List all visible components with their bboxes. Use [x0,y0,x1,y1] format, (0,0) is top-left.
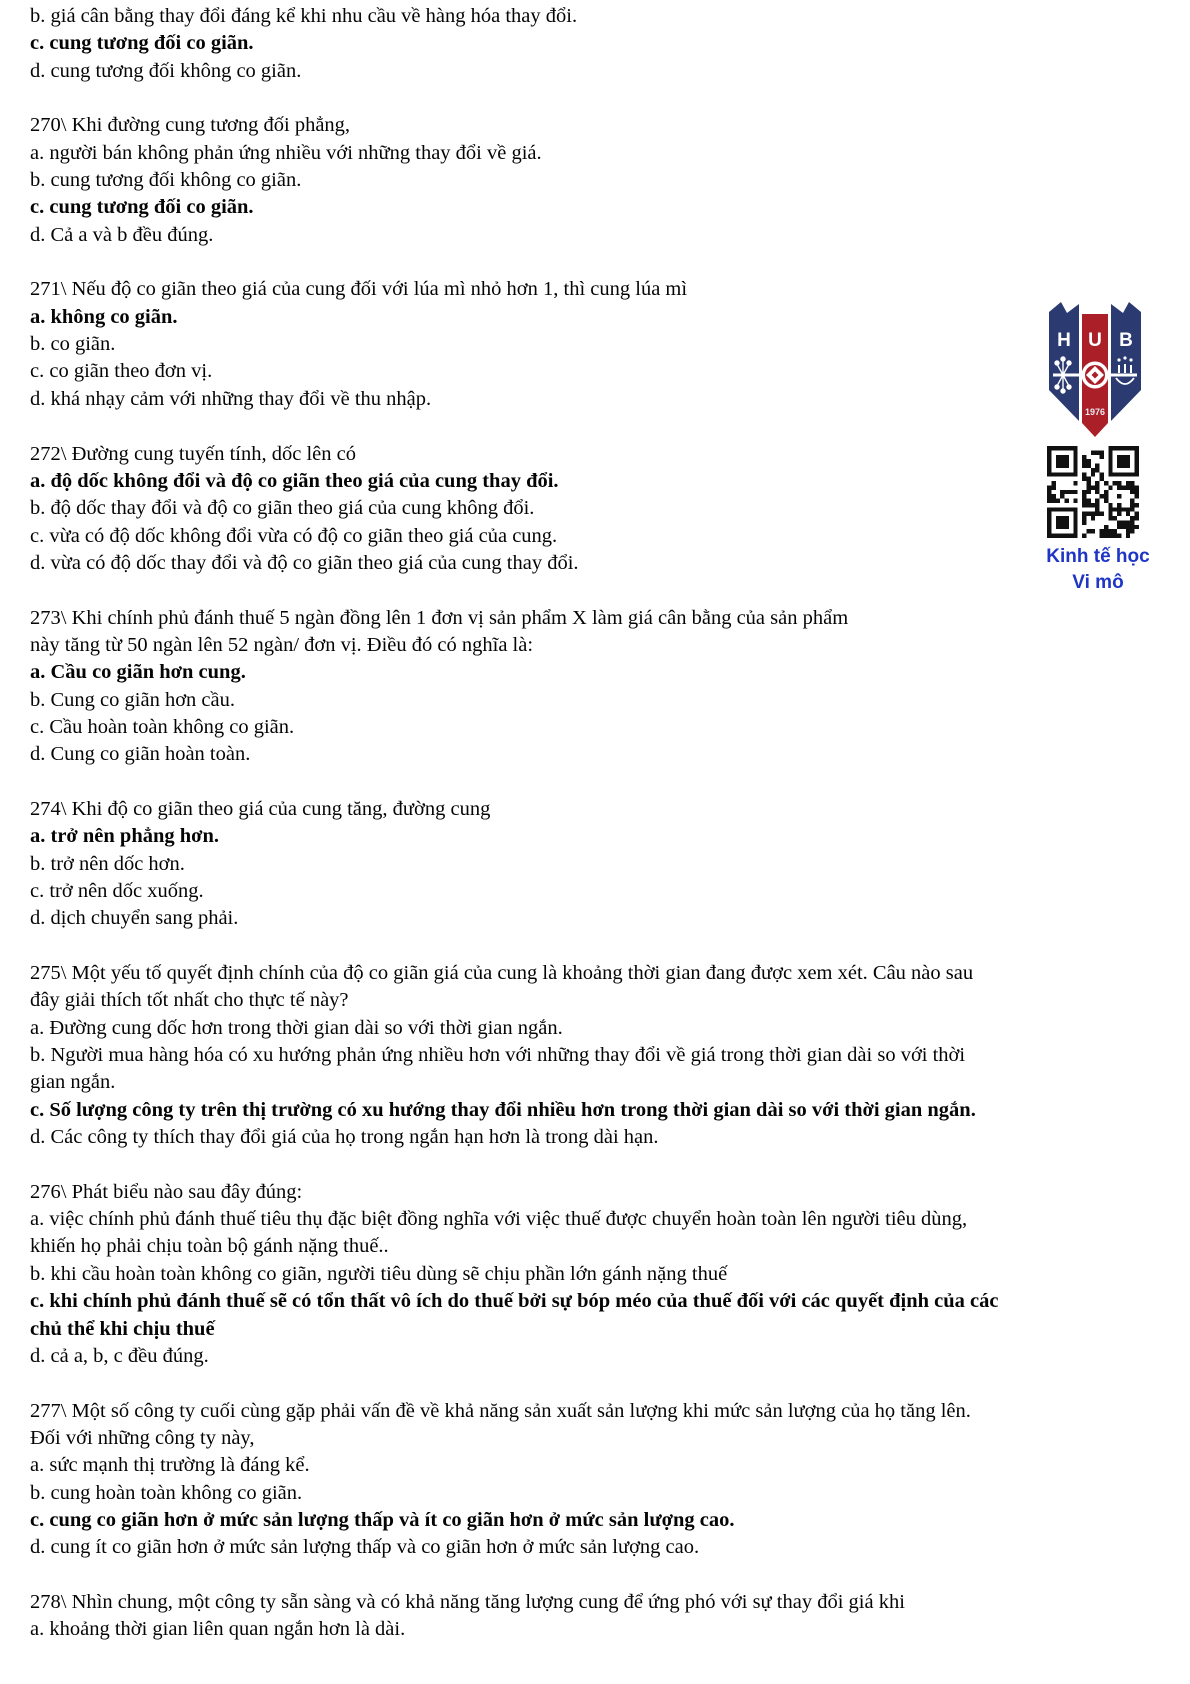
qr-pattern-icon [1047,446,1139,538]
qr-caption-line1: Kinh tế học [1046,546,1150,567]
q271-spacer [30,413,1160,440]
q270-spacer [30,249,1160,276]
q273-line-2: a. Cầu co giãn hơn cung. [30,661,246,684]
q273-spacer [30,769,1160,796]
q277-line-1: Đối với những công ty này, [30,1426,255,1449]
q277-line-2: a. sức mạnh thị trường là đáng kể. [30,1454,310,1477]
q273-line-0: 273\ Khi chính phủ đánh thuế 5 ngàn đồng lên 1 đơn vị sản phẩm X làm giá cân bằng của sản phẩm [30,606,849,629]
q276-line-0: 276\ Phát biểu nào sau đây đúng: [30,1180,303,1203]
q272-line-3: c. vừa có độ dốc không đổi vừa có độ co giãn theo giá của cung. [30,524,558,547]
q270-line-3: c. cung tương đối co giãn. [30,196,254,219]
q271-line-0: 271\ Nếu độ co giãn theo giá của cung đối với lúa mì nhỏ hơn 1, thì cung lúa mì [30,278,688,301]
q276-line-6: d. cả a, b, c đều đúng. [30,1344,209,1367]
logo-letter-h: H [1057,330,1071,351]
q271-line-3: c. co giãn theo đơn vị. [30,360,213,383]
q271-line-2: b. co giãn. [30,333,116,356]
q273-line-1: này tăng từ 50 ngàn lên 52 ngàn/ đơn vị. Điều đó có nghĩa là: [30,633,534,656]
shield-right-panel [1111,302,1141,421]
q276-line-5: chủ thể khi chịu thuế [30,1317,215,1340]
q275-spacer [30,1151,1160,1178]
q272-spacer [30,577,1160,604]
q-partial-line-1: c. cung tương đối co giãn. [30,32,254,55]
q-partial-line-0: b. giá cân bằng thay đổi đáng kể khi nhu cầu về hàng hóa thay đổi. [30,5,578,27]
logo-letter-u: U [1088,330,1102,351]
q276-spacer [30,1370,1160,1397]
q271-line-1: a. không co giãn. [30,305,178,328]
q277-line-0: 277\ Một số công ty cuối cùng gặp phải vấn đề về khả năng sản xuất sản lượng khi mức sản lượng của họ tăng lên. [30,1399,971,1422]
q275-line-2: a. Đường cung dốc hơn trong thời gian dài so với thời gian ngắn. [30,1016,563,1039]
q277-line-4: c. cung co giãn hơn ở mức sản lượng thấp và ít co giãn hơn ở mức sản lượng cao. [30,1508,735,1531]
q277-line-3: b. cung hoàn toàn không co giãn. [30,1481,303,1504]
q276-line-4: c. khi chính phủ đánh thuế sẽ có tổn thất vô ích do thuế bởi sự bóp méo của thuế đối với các quyết định của các [30,1290,999,1313]
q272-line-4: d. vừa có độ dốc thay đổi và độ co giãn theo giá của cung thay đổi. [30,551,579,574]
q272-line-2: b. độ dốc thay đổi và độ co giãn theo giá của cung không đổi. [30,497,535,520]
q-partial-spacer [30,85,1160,112]
document-body [30,3,1160,1644]
q277-line-5: d. cung ít co giãn hơn ở mức sản lượng thấp và co giãn hơn ở mức sản lượng cao. [30,1536,700,1559]
hub-shield-icon [1048,302,1142,438]
qr-caption-line2: Vi mô [1072,572,1124,593]
logo-year: 1976 [1084,407,1106,417]
q275-line-5: c. Số lượng công ty trên thị trường có xu hướng thay đổi nhiều hơn trong thời gian dài so với thời gian ngắn. [30,1098,976,1121]
q276-line-1: a. việc chính phủ đánh thuế tiêu thụ đặc biệt đồng nghĩa với việc thuế được chuyển hoàn toàn lên người tiêu dùng, [30,1208,968,1231]
q275-line-0: 275\ Một yếu tố quyết định chính của độ co giãn giá của cung là khoảng thời gian đang được xem xét. Câu nào sau [30,962,974,985]
q275-line-4: gian ngắn. [30,1071,116,1094]
coin-emblem-icon [1082,362,1109,389]
q273-line-4: c. Cầu hoàn toàn không co giãn. [30,715,295,738]
q271-line-4: d. khá nhạy cảm với những thay đổi về thu nhập. [30,387,432,410]
q274-line-0: 274\ Khi độ co giãn theo giá của cung tăng, đường cung [30,797,491,820]
logo-letter-b: B [1119,330,1133,351]
q270-line-2: b. cung tương đối không co giãn. [30,169,302,192]
q275-line-1: đây giải thích tốt nhất cho thực tế này? [30,989,349,1012]
q274-line-4: d. dịch chuyển sang phải. [30,907,239,930]
q274-line-2: b. trở nên dốc hơn. [30,852,185,875]
q273-line-3: b. Cung co giãn hơn cầu. [30,688,235,711]
q272-line-1: a. độ dốc không đổi và độ co giãn theo giá của cung thay đổi. [30,469,559,492]
hub-logo [1048,302,1142,438]
qr-caption [1036,544,1160,596]
q274-line-1: a. trở nên phẳng hơn. [30,825,220,848]
q275-line-6: d. Các công ty thích thay đổi giá của họ trong ngắn hạn hơn là trong dài hạn. [30,1126,659,1149]
q276-line-3: b. khi cầu hoàn toàn không co giãn, người tiêu dùng sẽ chịu phần lớn gánh nặng thuế [30,1262,728,1285]
q273-line-5: d. Cung co giãn hoàn toàn. [30,743,251,766]
q278-line-0: 278\ Nhìn chung, một công ty sẵn sàng và có khả năng tăng lượng cung để ứng phó với sự thay đổi giá khi [30,1590,905,1613]
q272-line-0: 272\ Đường cung tuyến tính, dốc lên có [30,442,356,465]
q270-line-0: 270\ Khi đường cung tương đối phẳng, [30,114,351,137]
q-partial-line-2: d. cung tương đối không co giãn. [30,59,302,82]
q278-line-1: a. khoảng thời gian liên quan ngắn hơn là dài. [30,1618,406,1641]
q276-line-2: khiến họ phải chịu toàn bộ gánh nặng thuế.. [30,1235,389,1258]
q270-line-1: a. người bán không phản ứng nhiều với những thay đổi về giá. [30,141,542,164]
q277-spacer [30,1562,1160,1589]
q270-line-4: d. Cả a và b đều đúng. [30,223,214,246]
q274-spacer [30,933,1160,960]
q274-line-3: c. trở nên dốc xuống. [30,880,204,902]
text-lines [30,3,1160,1644]
qr-code [1047,446,1139,538]
q275-line-3: b. Người mua hàng hóa có xu hướng phản ứng nhiều hơn với những thay đổi về giá trong thời gian dài so với thời [30,1044,966,1067]
